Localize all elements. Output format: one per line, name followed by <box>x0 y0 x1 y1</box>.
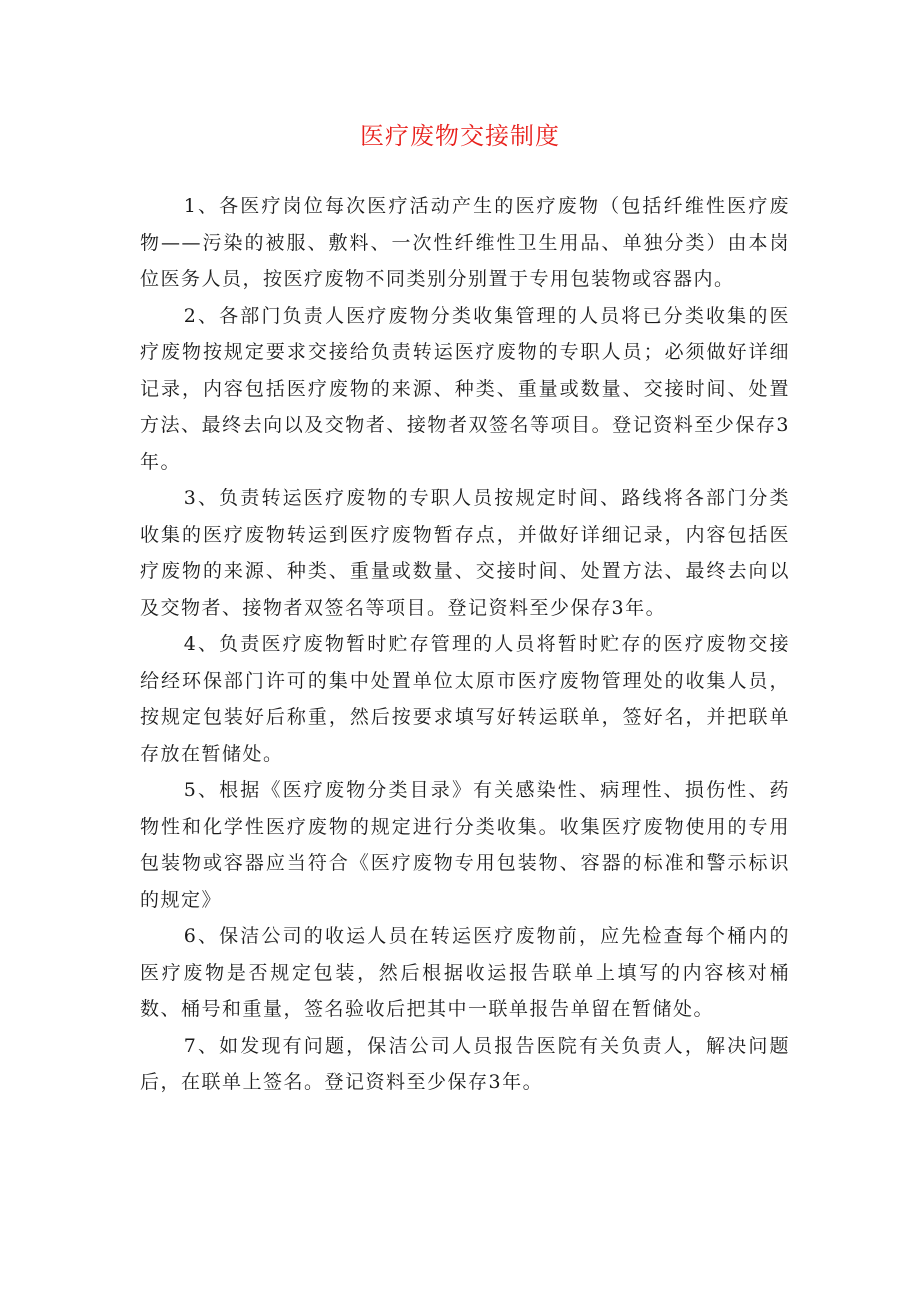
paragraph-3: 3、负责转运医疗废物的专职人员按规定时间、路线将各部门分类收集的医疗废物转运到医疗废物暂存点，并做好详细记录，内容包括医疗废物的来源、种类、重量或数量、交接时间、处置方法、最终去向以及交物者、接物者双签名等项目。登记资料至少保存3年。 <box>140 487 790 619</box>
document-body <box>140 188 790 1101</box>
paragraph-7: 7、如发现有问题，保洁公司人员报告医院有关负责人，解决问题后，在联单上签名。登记资料至少保存3年。 <box>140 1034 790 1093</box>
paragraph-5: 5、根据《医疗废物分类目录》有关感染性、病理性、损伤性、药物性和化学性医疗废物的规定进行分类收集。收集医疗废物使用的专用包装物或容器应当符合《医疗废物专用包装物、容器的标准和警示标识的规定》 <box>140 779 790 911</box>
paragraph-2: 2、各部门负责人医疗废物分类收集管理的人员将已分类收集的医疗废物按规定要求交接给负责转运医疗废物的专职人员；必须做好详细记录，内容包括医疗废物的来源、种类、重量或数量、交接时间、处置方法、最终去向以及交物者、接物者双签名等项目。登记资料至少保存3年。 <box>140 304 790 473</box>
paragraph-1: 1、各医疗岗位每次医疗活动产生的医疗废物（包括纤维性医疗废物——污染的被服、敷料、一次性纤维性卫生用品、单独分类）由本岗位医务人员，按医疗废物不同类别分别置于专用包装物或容器内。 <box>140 195 790 290</box>
paragraph-4: 4、负责医疗废物暂时贮存管理的人员将暂时贮存的医疗废物交接给经环保部门许可的集中处置单位太原市医疗废物管理处的收集人员，按规定包装好后称重，然后按要求填写好转运联单，签好名，并把联单存放在暂储处。 <box>140 633 790 765</box>
document-title: 医疗废物交接制度 <box>360 122 560 150</box>
paragraph-6: 6、保洁公司的收运人员在转运医疗废物前，应先检查每个桶内的医疗废物是否规定包装，然后根据收运报告联单上填写的内容核对桶数、桶号和重量，签名验收后把其中一联单报告单留在暂储处。 <box>140 925 790 1020</box>
